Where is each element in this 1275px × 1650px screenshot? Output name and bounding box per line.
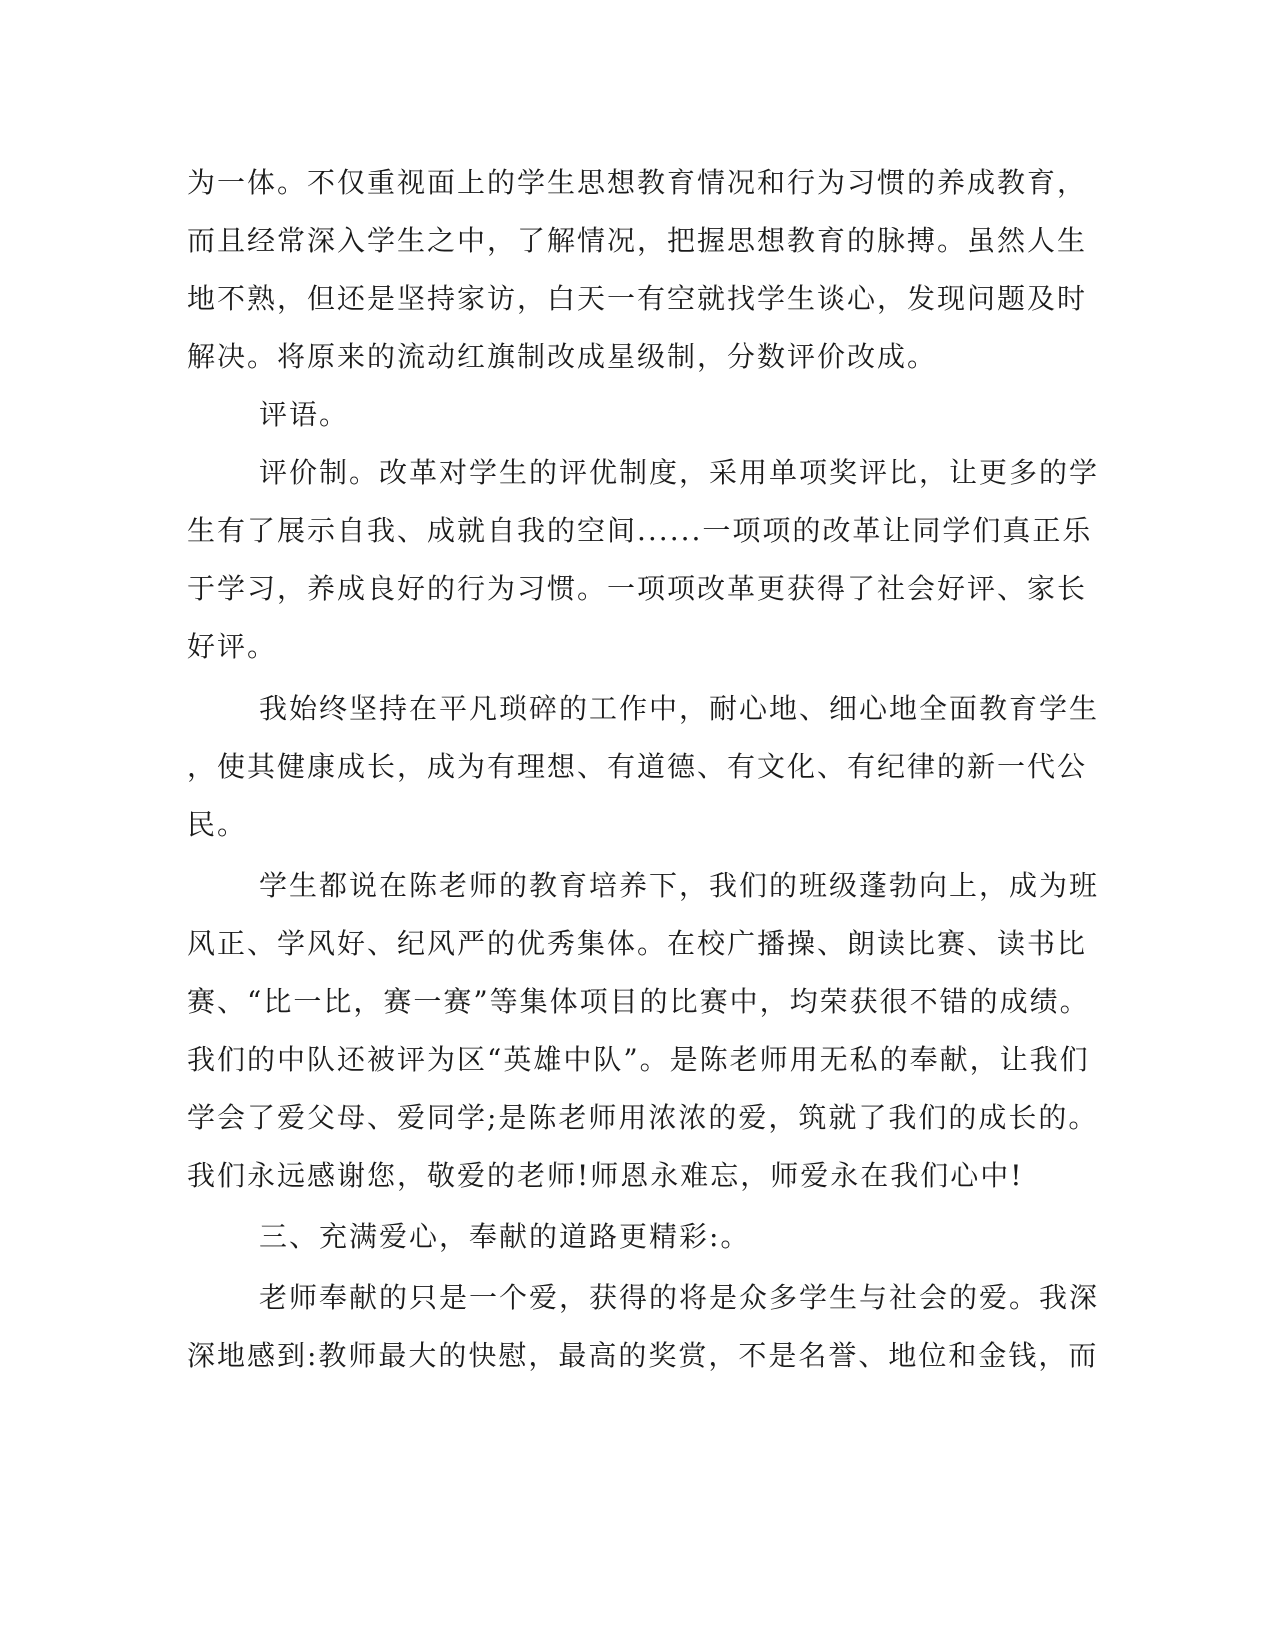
text-line: 评价制。改革对学生的评优制度，采用单项奖评比，让更多的学 [259, 456, 1100, 489]
text-line: 我们的中队还被评为区“英雄中队”。是陈老师用无私的奉献，让我们 [187, 1043, 1090, 1076]
text-line: 风正、学风好、纪风严的优秀集体。在校广播操、朗读比赛、读书比 [187, 927, 1088, 960]
text-line: 评语。 [259, 398, 350, 431]
text-line: 好评。 [187, 630, 278, 663]
text-line: 为一体。不仅重视面上的学生思想教育情况和行为习惯的养成教育， [187, 166, 1088, 199]
text-line: 民。 [187, 808, 248, 841]
text-line: 我始终坚持在平凡琐碎的工作中，耐心地、细心地全面教育学生 [259, 692, 1100, 725]
text-line: 深地感到:教师最大的快慰，最高的奖赏，不是名誉、地位和金钱，而 [187, 1339, 1099, 1372]
text-line: ，使其健康成长，成为有理想、有道德、有文化、有纪律的新一代公 [187, 750, 1088, 783]
text-line: 解决。将原来的流动红旗制改成星级制，分数评价改成。 [187, 340, 938, 373]
text-line: 我们永远感谢您，敬爱的老师!师恩永难忘，师爱永在我们心中! [187, 1159, 1024, 1192]
text-line: 赛、“比一比，赛一赛”等集体项目的比赛中，均荣获很不错的成绩。 [187, 985, 1090, 1018]
text-line: 三、充满爱心，奉献的道路更精彩:。 [259, 1220, 751, 1253]
text-line: 老师奉献的只是一个爱，获得的将是众多学生与社会的爱。我深 [259, 1281, 1100, 1314]
text-line: 地不熟，但还是坚持家访，白天一有空就找学生谈心，发现问题及时 [187, 282, 1088, 315]
text-line: 生有了展示自我、成就自我的空间......一项项的改革让同学们真正乐 [187, 514, 1093, 547]
text-line: 学会了爱父母、爱同学;是陈老师用浓浓的爱，筑就了我们的成长的。 [187, 1101, 1099, 1134]
text-line: 学生都说在陈老师的教育培养下，我们的班级蓬勃向上，成为班 [259, 869, 1100, 902]
text-line: 于学习，养成良好的行为习惯。一项项改革更获得了社会好评、家长 [187, 572, 1088, 605]
text-line: 而且经常深入学生之中，了解情况，把握思想教育的脉搏。虽然人生 [187, 224, 1088, 257]
